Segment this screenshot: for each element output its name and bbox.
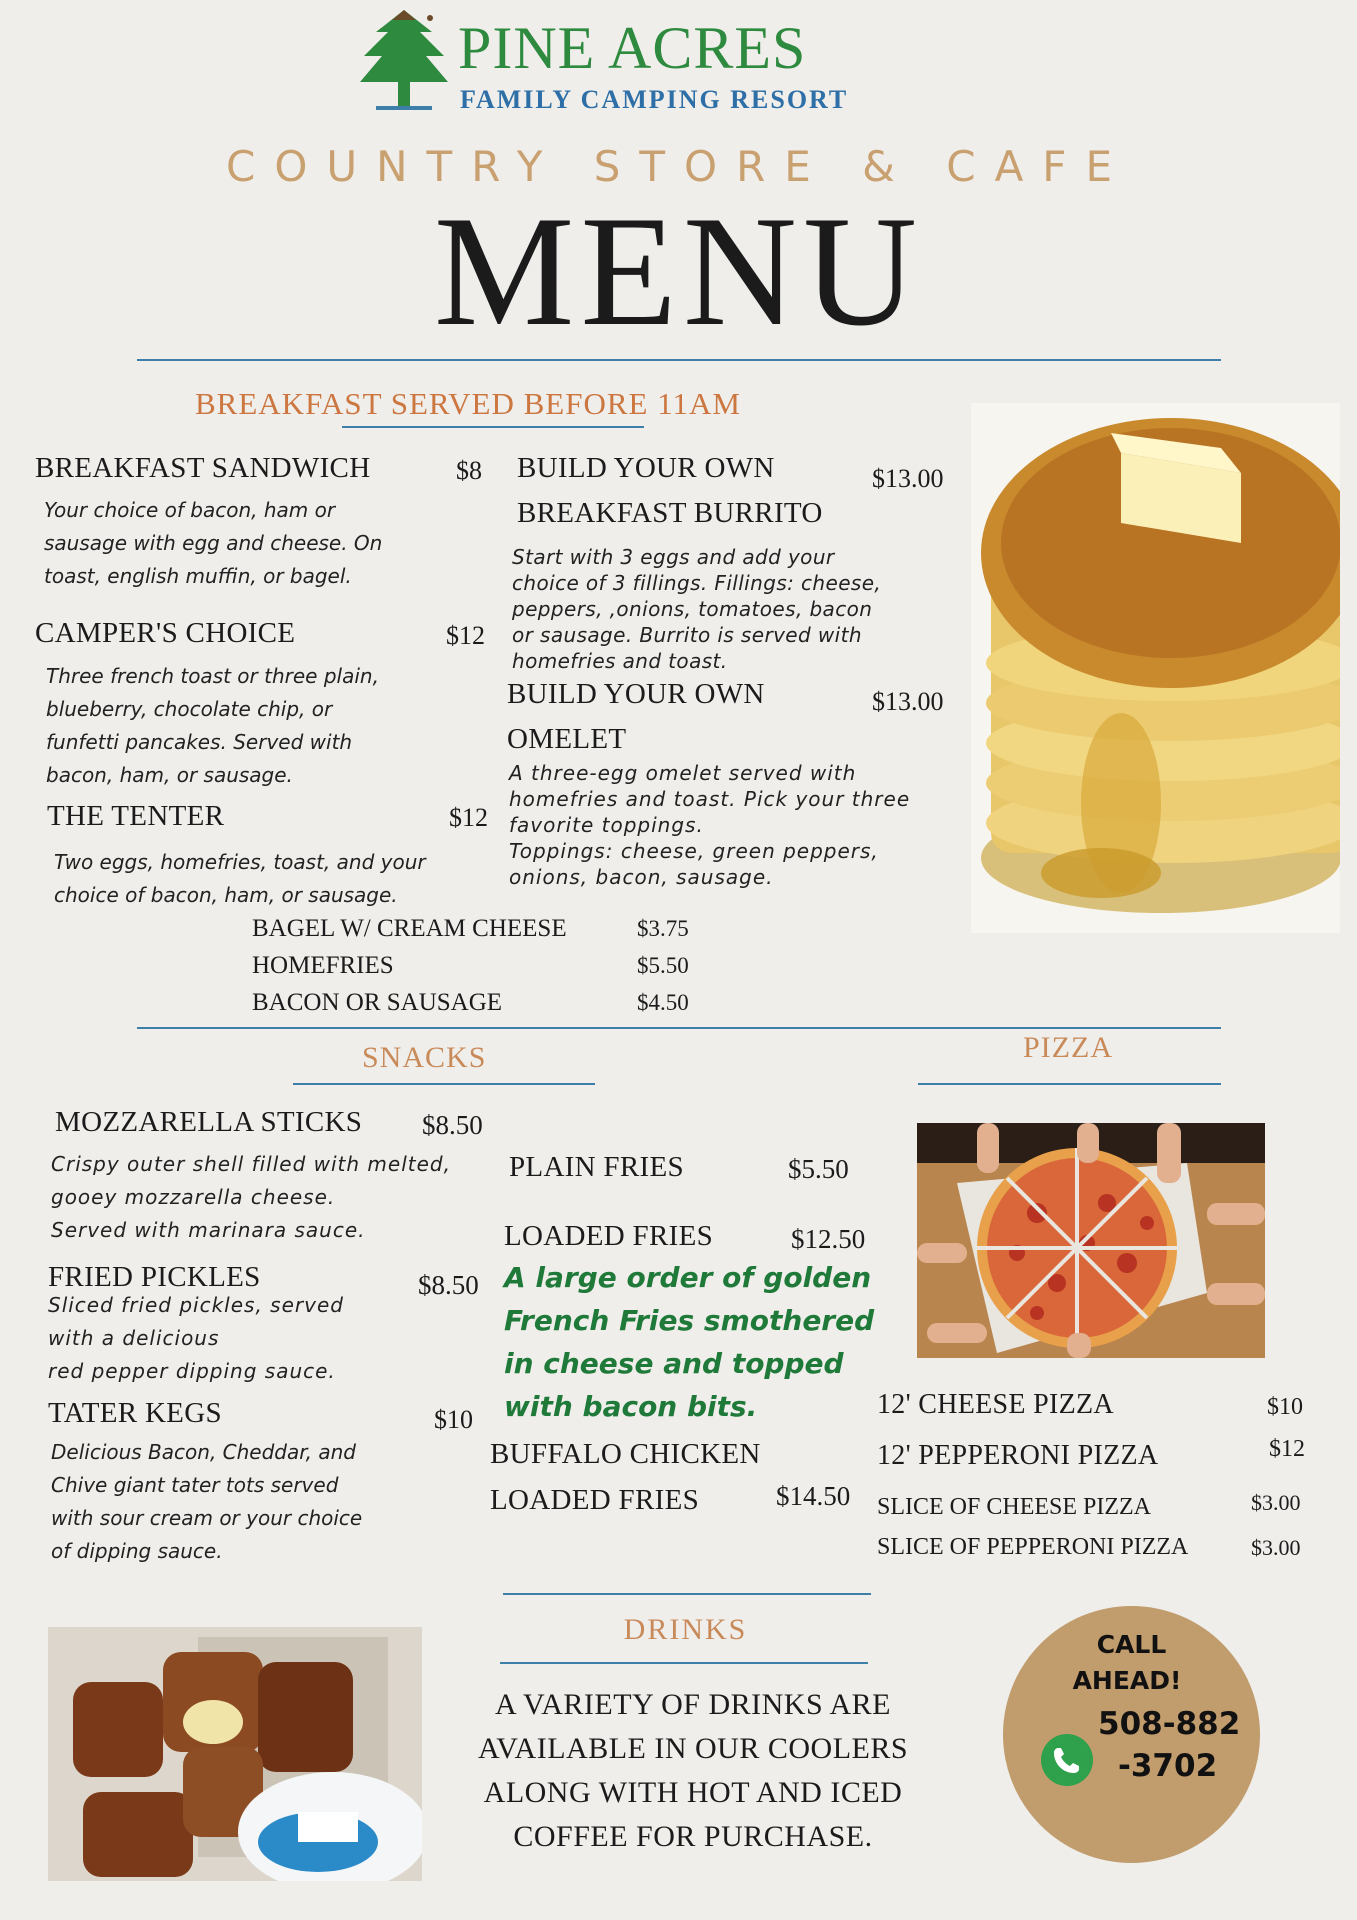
item-name: PLAIN FRIES [509,1151,684,1183]
tater-kegs-photo [48,1627,422,1881]
item-price: $5.50 [788,1154,849,1184]
item-description: Two eggs, homefries, toast, and your choice of bacon, ham, or sausage. [54,850,426,907]
item-description: A three-egg omelet served with homefries and toast. Pick your three favorite toppings. Toppings: cheese, green peppers, onions, bacon, sausage. [509,761,911,889]
call-label: CALL [1096,1630,1167,1659]
divider [500,1662,868,1664]
drinks-description: A VARIETY OF DRINKS ARE AVAILABLE IN OUR COOLERS ALONG WITH HOT AND ICED COFFEE FOR PURCHASE. [477,1688,909,1853]
item-name: BUILD YOUR OWN BREAKFAST BURRITO [517,452,823,529]
item-price: $12 [1269,1436,1305,1462]
page-title: MENU [433,184,924,359]
item-name: MOZZARELLA STICKS [55,1106,363,1138]
item-name: BUILD YOUR OWN OMELET [507,678,765,755]
store-subtitle: COUNTRY STORE & CAFE [226,142,1131,191]
item-description: A large order of golden French Fries smothered in cheese and topped with bacon bits. [504,1261,875,1423]
phone-number: -3702 [1118,1748,1218,1784]
item-price: $12 [449,803,488,832]
item-price: $8.50 [418,1270,479,1300]
item-price: $13.00 [872,464,944,493]
item-description: Delicious Bacon, Cheddar, and Chive giant tater tots served with sour cream or your choice of dipping sauce. [51,1440,363,1563]
item-name: 12' PEPPERONI PIZZA [877,1440,1159,1471]
item-name: TATER KEGS [48,1397,222,1429]
item-name: BREAKFAST SANDWICH [35,452,371,484]
logo-tagline: FAMILY CAMPING RESORT [460,85,849,114]
item-name: SLICE OF PEPPERONI PIZZA [877,1534,1189,1560]
item-description: Your choice of bacon, ham or sausage with egg and cheese. On toast, english muffin, or bagel. [44,498,383,588]
item-name: 12' CHEESE PIZZA [877,1389,1114,1420]
item-description: Three french toast or three plain, blueberry, chocolate chip, or funfetti pancakes. Served with bacon, ham, or sausage. [46,664,379,787]
item-price: $3.00 [1251,1490,1301,1515]
call-label: AHEAD! [1072,1666,1182,1695]
item-name: THE TENTER [47,800,225,832]
item-price: $12.50 [791,1224,866,1254]
item-price: $10 [434,1405,473,1434]
item-name: CAMPER'S CHOICE [35,617,296,649]
pizza-heading: PIZZA [1023,1031,1113,1064]
side-price: $3.75 $5.50 $4.50 [637,916,689,1015]
item-price: $10 [1267,1394,1303,1420]
divider [137,359,1221,361]
divider [137,1027,1221,1029]
item-price: $14.50 [776,1481,851,1511]
item-price: $13.00 [872,687,944,716]
item-price: $8 [456,456,482,485]
logo-name: PINE ACRES [458,15,807,81]
item-name: LOADED FRIES [504,1220,714,1252]
pancake-photo [971,403,1340,933]
item-price: $8.50 [422,1110,483,1140]
item-name: SLICE OF CHEESE PIZZA [877,1494,1152,1520]
item-price: $3.00 [1251,1535,1301,1560]
call-ahead-badge [1003,1606,1260,1863]
item-description: Crispy outer shell filled with melted, gooey mozzarella cheese. Served with marinara sauce. [51,1152,451,1242]
pizza-photo [917,1123,1265,1358]
snacks-heading: SNACKS [362,1041,487,1074]
item-description: Sliced fried pickles, served with a delicious red pepper dipping sauce. [48,1293,344,1383]
divider [918,1083,1221,1085]
pine-tree-icon [358,6,450,112]
side-item: BAGEL W/ CREAM CHEESE HOMEFRIES BACON OR SAUSAGE [252,915,567,1016]
divider [293,1083,595,1085]
phone-number: 508-882 [1098,1706,1241,1742]
item-price: $12 [446,621,485,650]
item-name: BUFFALO CHICKEN LOADED FRIES [490,1438,761,1516]
breakfast-heading: BREAKFAST SERVED BEFORE 11AM [195,386,741,421]
logo [358,6,938,116]
item-description: Start with 3 eggs and add your choice of 3 fillings. Fillings: cheese, peppers, ,onions, tomatoes, bacon or sausage. Burrito is served with homefries and toast. [512,545,882,673]
phone-icon [1041,1734,1093,1786]
drinks-heading: DRINKS [623,1613,748,1646]
divider [342,426,644,428]
divider [503,1593,871,1595]
item-name: FRIED PICKLES [48,1261,261,1293]
